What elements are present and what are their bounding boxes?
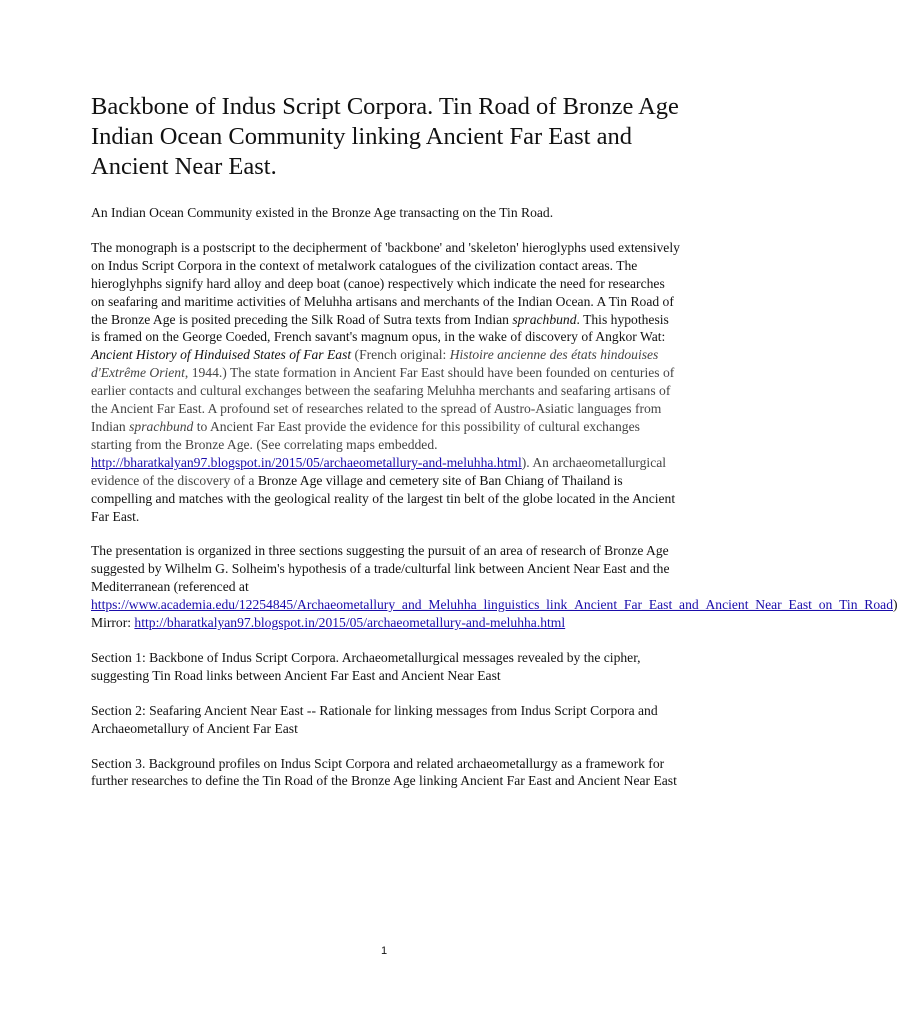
book-title-italic: Ancient History of Hinduised States of Far East [91, 347, 352, 363]
presentation-paragraph [91, 542, 898, 632]
mirror-link[interactable]: http://bharatkalyan97.blogspot.in/2015/05/archaeometallury-and-meluhha.html [134, 615, 566, 631]
text-run: , 1944.) The state formation in Ancient Far East should have been founded on centuries of earlier contacts and cultural exchanges between the seafaring Meluhha merchants and seafaring artisans of the Ancient Far East. A profound set of researches related to the spread of Austro-Asiatic languages from Indian [91, 365, 675, 434]
text-run: The presentation is organized in three sections suggesting the pursuit of an area of research of Bronze Age suggested by Wilhelm G. Solheim's hypothesis of a trade/culturfal link between Ancient Near East and the Mediterranean (referenced at [91, 543, 670, 595]
intro-paragraph: An Indian Ocean Community existed in the Bronze Age transacting on the Tin Road. [91, 205, 554, 220]
monograph-paragraph [91, 239, 681, 526]
italic-term: sprachbund [512, 311, 577, 327]
section-3-paragraph: Section 3. Background profiles on Indus Scipt Corpora and related archaeometallurgy as a framework for further researches to define the Tin Road of the Bronze Age linking Ancient Far East and Ancient Near East [91, 755, 677, 789]
text-run: (French original: [351, 347, 450, 363]
text-run: Bronze Age village and cemetery site of Ban Chiang of Thailand is compelling and matches with the geological reality of the largest tin belt of the globe located in the Ancient Far East. [91, 472, 676, 524]
blog-link[interactable]: http://bharatkalyan97.blogspot.in/2015/05/archaeometallury-and-meluhha.html [91, 454, 522, 470]
italic-term: sprachbund [129, 418, 194, 434]
text-run: . This hypothesis is framed on the George Coeded, French savant's magnum opus, in the wake of discovery of Angkor Wat: [91, 311, 669, 345]
document-title: Backbone of Indus Script Corpora. Tin Road of Bronze Age Indian Ocean Community linking Ancient Far East and Ancient Near East. [91, 93, 679, 180]
document-body [91, 92, 898, 807]
academia-link[interactable]: https://www.academia.edu/12254845/Archaeometallury_and_Meluhha_linguistics_link_Ancient_Far_East_and_Ancient_Near_East_on_Tin_Road [91, 597, 893, 613]
section-2-paragraph: Section 2: Seafaring Ancient Near East -- Rationale for linking messages from Indus Script Corpora and Archaeometallury of Ancient Far East [91, 702, 658, 736]
text-run: to Ancient Far East provide the evidence for this possibility of cultural exchanges starting from the Bronze Age. (See correlating maps embedded. [91, 418, 640, 452]
text-run: ) Mirror: [91, 597, 898, 631]
section-1-paragraph: Section 1: Backbone of Indus Script Corpora. Archaeometallurgical messages revealed by the cipher, suggesting Tin Road links between Ancient Far East and Ancient Near East [91, 649, 641, 683]
page-number: 1 [380, 945, 388, 957]
french-title-italic: Histoire ancienne des états hindouises d'Extrême Orient [91, 347, 659, 381]
text-run: The monograph is a postscript to the decipherment of 'backbone' and 'skeleton' hieroglyphs used extensively on Indus Script Corpora in the context of metalwork catalogues of the civilization contact areas. The hieroglyhphs signify hard alloy and deep boat (canoe) respectively which indicate the need for researches on seafaring and maritime activities of Meluhha artisans and merchants of the Indian Ocean. A Tin Road of the Bronze Age is posited preceding the Silk Road of Sutra texts from Indian [91, 239, 680, 327]
text-run: ). An archaeometallurgical evidence of the discovery of a [91, 454, 667, 488]
